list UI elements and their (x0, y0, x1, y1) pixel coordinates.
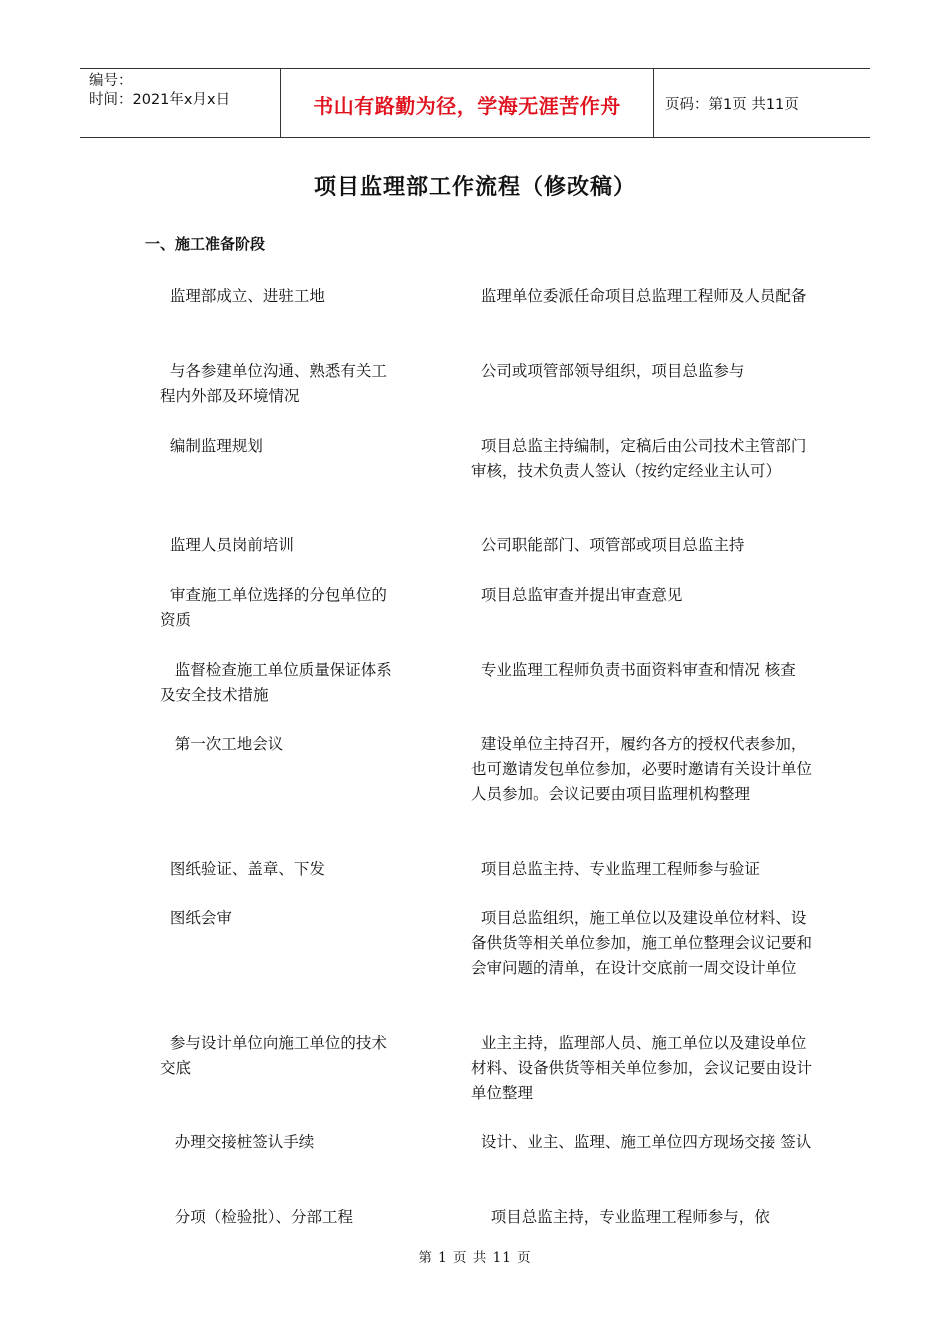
document-title: 项目监理部工作流程（修改稿） (313, 175, 636, 200)
step-name: 图纸验证、盖章、下发 (160, 860, 325, 878)
step-detail: 业主主持，监理部人员、施工单位以及建设单位材料、设备供货等相关单位参加，会议记要由设计单位整理 (471, 1034, 813, 1102)
header-left-cell (80, 69, 281, 137)
step-name: 图纸会审 (160, 909, 232, 927)
step-name: 审查施工单位选择的分包单位的资质 (160, 586, 387, 629)
step-detail: 项目总监主持编制，定稿后由公司技术主管部门审核，技术负责人签认（按约定经业主认可） (471, 437, 807, 480)
step-name: 监理人员岗前培训 (160, 536, 294, 554)
code-label: 编号： (89, 73, 133, 89)
step-detail: 公司或项管部领导组织，项目总监参与 (471, 362, 745, 380)
step-name: 监督检查施工单位质量保证体系及安全技术措施 (160, 661, 392, 704)
page-footer: 第 1 页 共 11 页 (418, 1250, 532, 1266)
step-detail: 公司职能部门、项管部或项目总监主持 (471, 536, 745, 554)
step-detail: 设计、业主、监理、施工单位四方现场交接 签认 (471, 1133, 812, 1151)
section-title: 一、施工准备阶段 (145, 235, 266, 253)
header-table (80, 68, 870, 138)
step-detail: 项目总监主持、专业监理工程师参与验证 (471, 860, 760, 878)
step-detail: 监理单位委派任命项目总监理工程师及人员配备 (471, 287, 807, 305)
step-detail: 建设单位主持召开，履约各方的授权代表参加，也可邀请发包单位参加，必要时邀请有关设计单位人员参加。会议记要由项目监理机构整理 (471, 735, 813, 803)
step-name: 第一次工地会议 (160, 735, 284, 753)
page-info: 页码：第1页 共11页 (665, 96, 799, 113)
step-detail: 专业监理工程师负责书面资料审查和情况 核查 (471, 661, 796, 679)
step-name: 编制监理规划 (160, 437, 263, 455)
step-detail: 项目总监审查并提出审查意见 (471, 586, 683, 604)
motto: 书山有路勤为径，学海无涯苦作舟 (281, 69, 654, 137)
step-detail: 项目总监组织，施工单位以及建设单位材料、设备供货等相关单位参加，施工单位整理会议记要和会审问题的清单，在设计交底前一周交设计单位 (471, 909, 813, 977)
step-detail: 项目总监主持，专业监理工程师参与，依 (471, 1208, 770, 1226)
step-name: 参与设计单位向施工单位的技术交底 (160, 1034, 387, 1077)
time-text: 时间：2021年x月x日 (89, 92, 231, 108)
step-name: 办理交接桩签认手续 (160, 1133, 315, 1151)
step-name: 监理部成立、进驻工地 (160, 287, 325, 305)
step-name: 与各参建单位沟通、熟悉有关工程内外部及环境情况 (160, 362, 387, 405)
step-name: 分项（检验批）、分部工程 (160, 1208, 354, 1226)
